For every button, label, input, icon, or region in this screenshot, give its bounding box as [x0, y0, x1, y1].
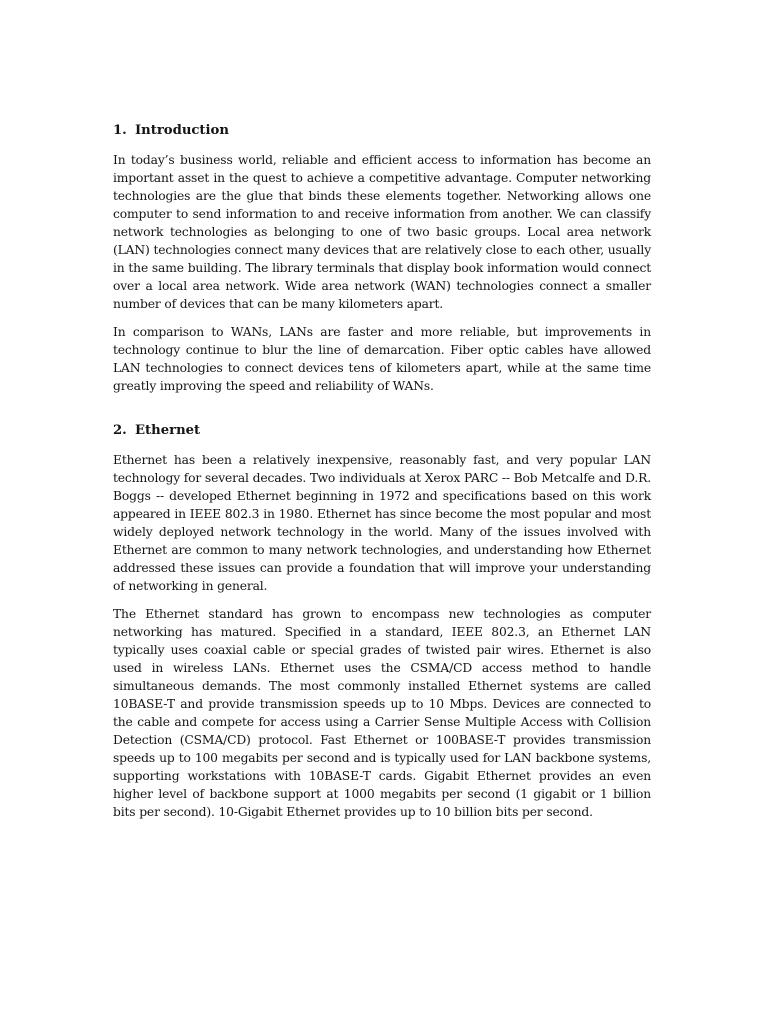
section-title: Introduction [135, 123, 229, 138]
section-number: 1. [113, 123, 127, 138]
paragraph-intro-2: In comparison to WANs, LANs are faster and more reliable, but improvements in technology continue to blur the line of demarcation. Fiber optic cables have allowed LAN technologies to connect devices tens of kilometers apart, while at the same time greatly improving the speed and reliability of WANs. [113, 325, 651, 393]
section-heading-introduction [113, 121, 651, 141]
paragraph-intro-1: In today’s business world, reliable and efficient access to information has become an important asset in the quest to achieve a competitive advantage. Computer networking technologies are the glue that binds these elements together. Networking allows one computer to send information to and receive information from another. We can classify network technologies as belonging to one of two basic groups. Local area network (LAN) technologies connect many devices that are relatively close to each other, usually in the same building. The library terminals that display book information would connect over a local area network. Wide area network (WAN) technologies connect a smaller number of devices that can be many kilometers apart. [113, 153, 651, 311]
paragraph-ethernet-1: Ethernet has been a relatively inexpensive, reasonably fast, and very popular LAN technology for several decades. Two individuals at Xerox PARC -- Bob Metcalfe and D.R. Boggs -- developed Ethernet beginning in 1972 and specifications based on this work appeared in IEEE 802.3 in 1980. Ethernet has since become the most popular and most widely deployed network technology in the world. Many of the issues involved with Ethernet are common to many network technologies, and understanding how Ethernet addressed these issues can provide a foundation that will improve your understanding of networking in general. [113, 453, 651, 593]
section-number: 2. [113, 423, 127, 438]
section-heading-ethernet [113, 421, 651, 441]
document-page [113, 121, 651, 831]
section-title: Ethernet [135, 423, 201, 438]
paragraph-ethernet-2: The Ethernet standard has grown to encompass new technologies as computer networking has matured. Specified in a standard, IEEE 802.3, an Ethernet LAN typically uses coaxial cable or special grades of twisted pair wires. Ethernet is also used in wireless LANs. Ethernet uses the CSMA/CD access method to handle simultaneous demands. The most commonly installed Ethernet systems are called 10BASE-T and provide transmission speeds up to 10 Mbps. Devices are connected to the cable and compete for access using a Carrier Sense Multiple Access with Collision Detection (CSMA/CD) protocol. Fast Ethernet or 100BASE-T provides transmission speeds up to 100 megabits per second and is typically used for LAN backbone systems, supporting workstations with 10BASE-T cards. Gigabit Ethernet provides an even higher level of backbone support at 1000 megabits per second (1 gigabit or 1 billion bits per second). 10-Gigabit Ethernet provides up to 10 billion bits per second. [113, 607, 651, 819]
